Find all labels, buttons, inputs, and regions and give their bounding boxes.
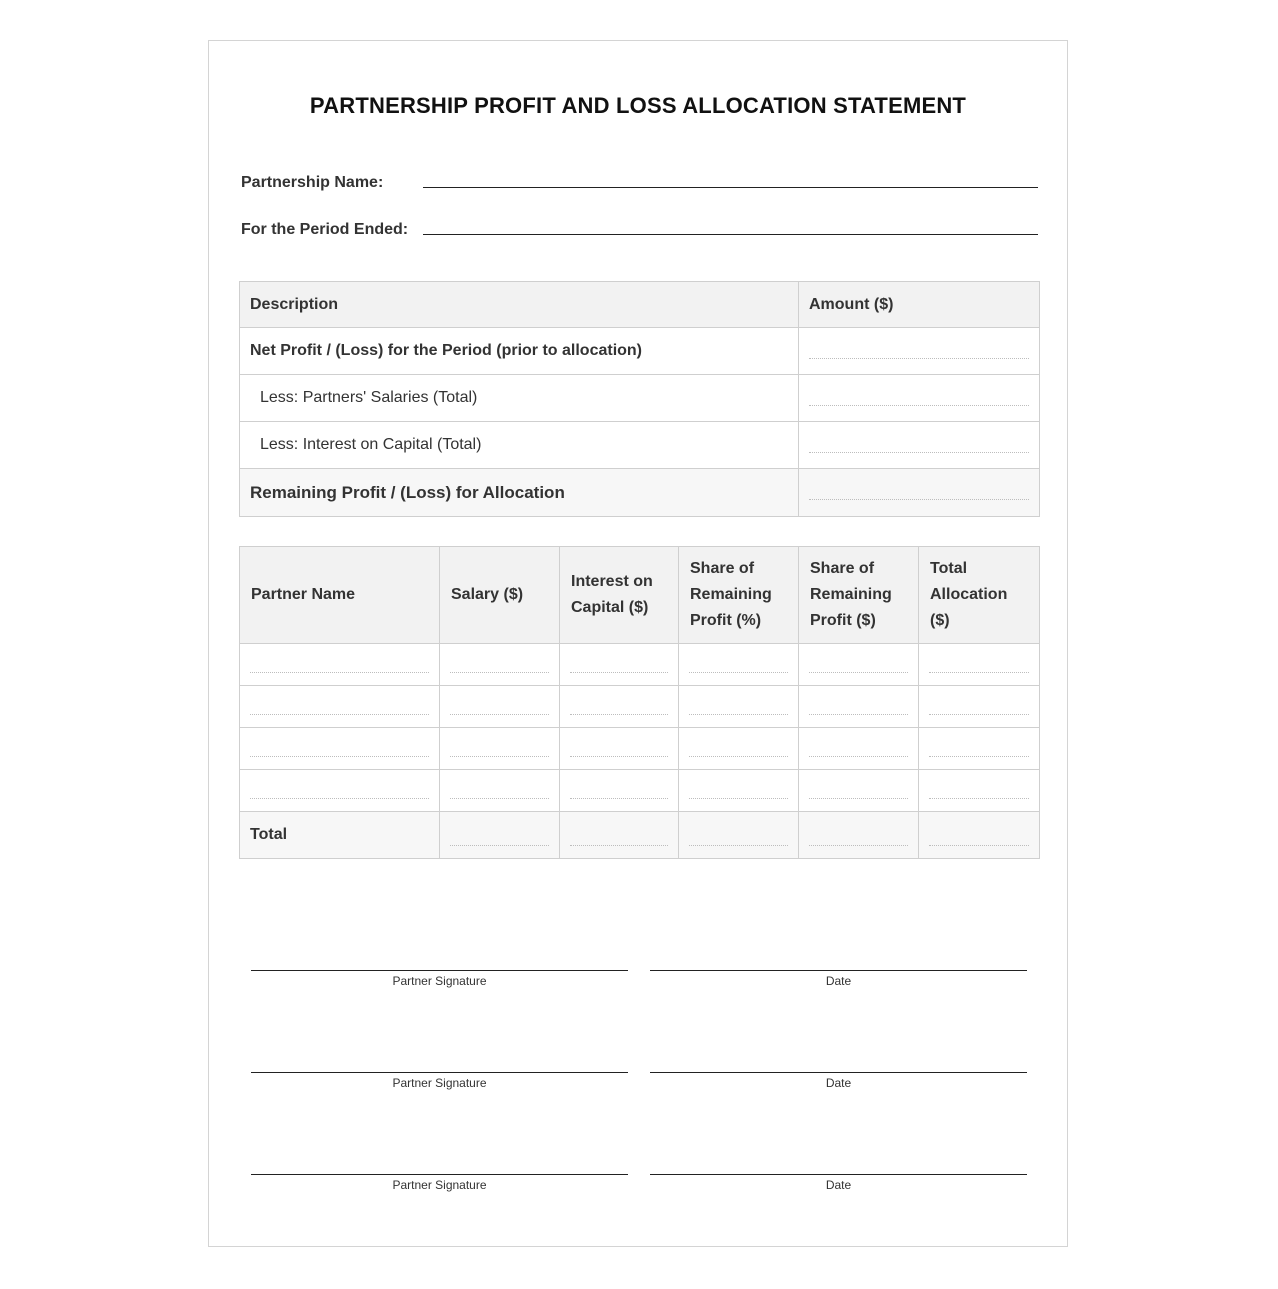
summary-row-net-profit: [240, 328, 1040, 375]
summary-header-row: [240, 282, 1040, 328]
total-allocation-cell[interactable]: [919, 770, 1040, 812]
salary-cell[interactable]: [440, 644, 560, 686]
share-percent-cell[interactable]: [679, 770, 799, 812]
description-header: Description: [240, 282, 799, 328]
total-allocation-cell[interactable]: [919, 686, 1040, 728]
table-row: [240, 770, 1040, 812]
partner-signature-3: [251, 1174, 628, 1192]
allocation-header-row: [240, 547, 1040, 644]
summary-row-salaries: [240, 375, 1040, 422]
salary-cell[interactable]: [440, 770, 560, 812]
period-ended-input-line[interactable]: [423, 234, 1038, 235]
date-1: [650, 970, 1027, 988]
share-amount-cell[interactable]: [799, 728, 919, 770]
net-profit-amount-cell[interactable]: [799, 328, 1040, 375]
allocation-table: [239, 546, 1040, 859]
share-percent-cell[interactable]: [679, 686, 799, 728]
partner-signature-line[interactable]: [251, 1072, 628, 1073]
remaining-amount-cell[interactable]: [799, 469, 1040, 517]
partner-name-cell[interactable]: [240, 728, 440, 770]
interest-header: Interest on Capital ($): [560, 547, 679, 644]
date-3: [650, 1174, 1027, 1192]
date-caption: Date: [825, 1178, 852, 1192]
total-share-amount-cell[interactable]: [799, 812, 919, 859]
total-interest-cell[interactable]: [560, 812, 679, 859]
share-percent-cell[interactable]: [679, 728, 799, 770]
partner-name-cell[interactable]: [240, 686, 440, 728]
salary-header: Salary ($): [440, 547, 560, 644]
total-allocation-header: Total Allocation ($): [919, 547, 1040, 644]
page-title: PARTNERSHIP PROFIT AND LOSS ALLOCATION STATEMENT: [309, 93, 967, 118]
partner-name-cell[interactable]: [240, 770, 440, 812]
partnership-name-input-line[interactable]: [423, 187, 1038, 188]
partner-signature-line[interactable]: [251, 970, 628, 971]
interest-cell[interactable]: [560, 728, 679, 770]
date-line[interactable]: [650, 970, 1027, 971]
total-row: [240, 812, 1040, 859]
total-allocation-sum-cell[interactable]: [919, 812, 1040, 859]
interest-cell[interactable]: [560, 686, 679, 728]
total-label: Total: [240, 812, 440, 859]
remaining-label: Remaining Profit / (Loss) for Allocation: [240, 469, 799, 517]
statement-page: [208, 40, 1068, 1247]
amount-header: Amount ($): [799, 282, 1040, 328]
total-share-percent-cell[interactable]: [679, 812, 799, 859]
date-caption: Date: [825, 974, 852, 988]
total-salary-cell[interactable]: [440, 812, 560, 859]
partner-signature-caption: Partner Signature: [392, 1076, 487, 1090]
partner-name-header: Partner Name: [240, 547, 440, 644]
partner-signature-caption: Partner Signature: [392, 974, 487, 988]
interest-cell[interactable]: [560, 770, 679, 812]
salary-cell[interactable]: [440, 686, 560, 728]
share-amount-cell[interactable]: [799, 770, 919, 812]
partner-name-cell[interactable]: [240, 644, 440, 686]
share-percent-header: Share of Remaining Profit (%): [679, 547, 799, 644]
partner-signature-caption: Partner Signature: [392, 1178, 487, 1192]
table-row: [240, 728, 1040, 770]
table-row: [240, 686, 1040, 728]
partnership-name-label: Partnership Name:: [241, 174, 384, 191]
period-ended-field: [241, 218, 1038, 242]
total-allocation-cell[interactable]: [919, 644, 1040, 686]
salary-cell[interactable]: [440, 728, 560, 770]
salaries-amount-cell[interactable]: [799, 375, 1040, 422]
period-ended-label: For the Period Ended:: [241, 221, 409, 238]
net-profit-label: Net Profit / (Loss) for the Period (prior to allocation): [240, 328, 799, 375]
partner-signature-2: [251, 1072, 628, 1090]
share-amount-header: Share of Remaining Profit ($): [799, 547, 919, 644]
summary-row-interest: [240, 422, 1040, 469]
table-row: [240, 644, 1040, 686]
partner-signature-line[interactable]: [251, 1174, 628, 1175]
share-amount-cell[interactable]: [799, 644, 919, 686]
date-line[interactable]: [650, 1072, 1027, 1073]
interest-amount-cell[interactable]: [799, 422, 1040, 469]
interest-label: Less: Interest on Capital (Total): [240, 422, 799, 469]
date-2: [650, 1072, 1027, 1090]
total-allocation-cell[interactable]: [919, 728, 1040, 770]
salaries-label: Less: Partners' Salaries (Total): [240, 375, 799, 422]
date-line[interactable]: [650, 1174, 1027, 1175]
share-percent-cell[interactable]: [679, 644, 799, 686]
share-amount-cell[interactable]: [799, 686, 919, 728]
date-caption: Date: [825, 1076, 852, 1090]
partnership-name-field: [241, 171, 1038, 195]
partner-signature-1: [251, 970, 628, 988]
interest-cell[interactable]: [560, 644, 679, 686]
summary-row-remaining: [240, 469, 1040, 517]
summary-table: [239, 281, 1040, 517]
